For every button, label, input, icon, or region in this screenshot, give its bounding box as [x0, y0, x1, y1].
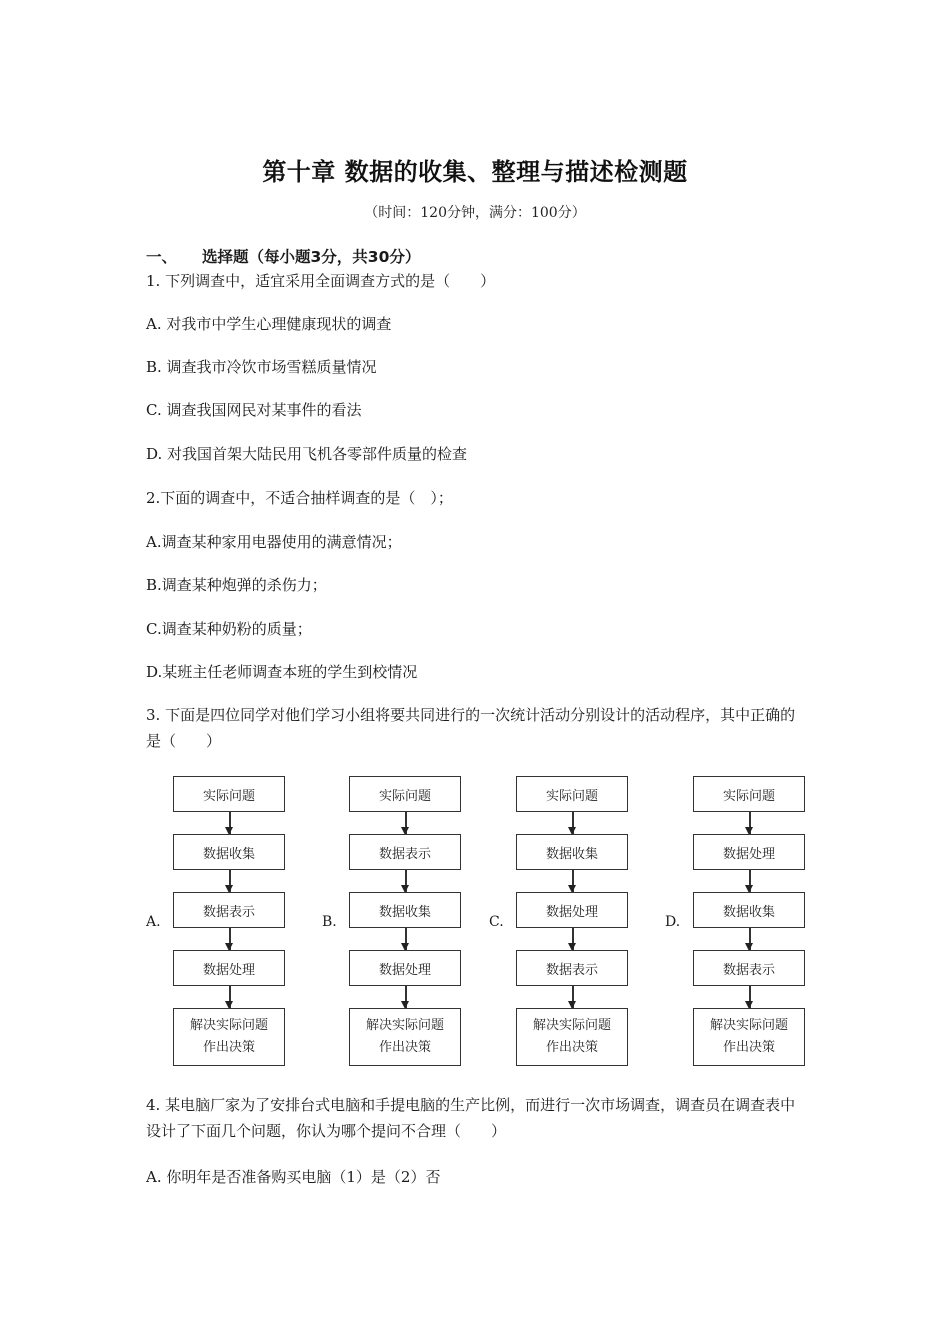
arrow-down-icon	[405, 986, 407, 1008]
flowchart-d-final-line-2: 作出决策	[722, 1040, 775, 1055]
flowchart-b-step-1: 实际问题	[349, 776, 461, 812]
flowchart-b-step-2: 数据表示	[349, 834, 461, 870]
flowchart-b-label: B.	[322, 914, 337, 930]
exam-info: （时间：120分钟，满分：100分）	[364, 205, 586, 221]
flowchart-b-final-line-1: 解决实际问题	[365, 1018, 444, 1033]
flowchart-c-final	[516, 1008, 628, 1066]
arrow-down-icon	[572, 812, 574, 834]
flowchart-b-step-4: 数据处理	[349, 950, 461, 986]
arrow-down-icon	[572, 870, 574, 892]
question-2-stem: 2.下面的调查中，不适合抽样调查的是（ ）；	[146, 489, 453, 507]
flowchart-d-step-3: 数据收集	[693, 892, 805, 928]
arrow-down-icon	[229, 812, 231, 834]
page-title: 第十章 数据的收集、整理与描述检测题	[262, 158, 688, 186]
arrow-down-icon	[229, 870, 231, 892]
question-1-option-d: D. 对我国首架大陆民用飞机各零部件质量的检查	[146, 445, 468, 463]
flowchart-b-final	[349, 1008, 461, 1066]
arrow-down-icon	[405, 928, 407, 950]
flowchart-c-step-4: 数据表示	[516, 950, 628, 986]
question-4-stem: 4. 某电脑厂家为了安排台式电脑和手提电脑的生产比例，而进行一次市场调查，调查员在调查表中设计了下面几个问题，你认为哪个提问不合理（ ）	[146, 1096, 796, 1140]
flowchart-d-step-1: 实际问题	[693, 776, 805, 812]
question-4-option-a: A. 你明年是否准备购买电脑（1）是（2）否	[146, 1168, 441, 1186]
question-2-option-d: D.某班主任老师调查本班的学生到校情况	[146, 663, 418, 681]
arrow-down-icon	[572, 986, 574, 1008]
arrow-down-icon	[749, 928, 751, 950]
flowchart-a-step-4: 数据处理	[173, 950, 285, 986]
flowchart-d-final	[693, 1008, 805, 1066]
question-2-option-a: A.调查某种家用电器使用的满意情况；	[146, 533, 402, 551]
arrow-down-icon	[749, 986, 751, 1008]
flowchart-d-label: D.	[665, 914, 681, 930]
flowchart-c-step-1: 实际问题	[516, 776, 628, 812]
flowchart-a-final-line-1: 解决实际问题	[189, 1018, 268, 1033]
flowchart-b-step-3: 数据收集	[349, 892, 461, 928]
arrow-down-icon	[405, 812, 407, 834]
arrow-down-icon	[229, 986, 231, 1008]
question-2-option-b: B.调查某种炮弹的杀伤力；	[146, 576, 327, 594]
arrow-down-icon	[749, 870, 751, 892]
flowchart-a-label: A.	[146, 914, 161, 930]
question-1-option-a: A. 对我市中学生心理健康现状的调查	[146, 315, 392, 333]
flowchart-c-label: C.	[489, 914, 504, 930]
flowchart-c-step-2: 数据收集	[516, 834, 628, 870]
flowchart-a-final	[173, 1008, 285, 1066]
flowchart-c-final-line-2: 作出决策	[545, 1040, 598, 1055]
question-1-option-b: B. 调查我市冷饮市场雪糕质量情况	[146, 358, 377, 376]
flowchart-a-final-line-2: 作出决策	[202, 1040, 255, 1055]
arrow-down-icon	[229, 928, 231, 950]
flowchart-c-step-3: 数据处理	[516, 892, 628, 928]
question-3-stem: 3. 下面是四位同学对他们学习小组将要共同进行的一次统计活动分别设计的活动程序，其中正确的是（ ）	[146, 706, 796, 750]
section-number: 一、	[146, 248, 178, 266]
flowchart-c-final-line-1: 解决实际问题	[532, 1018, 611, 1033]
flowchart-a-step-1: 实际问题	[173, 776, 285, 812]
section-heading	[146, 245, 420, 267]
flowchart-b-final-line-2: 作出决策	[378, 1040, 431, 1055]
flowchart-a-step-3: 数据表示	[173, 892, 285, 928]
arrow-down-icon	[749, 812, 751, 834]
question-1-option-c: C. 调查我国网民对某事件的看法	[146, 401, 362, 419]
arrow-down-icon	[572, 928, 574, 950]
section-title: 选择题（每小题3分，共30分）	[202, 248, 421, 266]
flowchart-d-step-2: 数据处理	[693, 834, 805, 870]
question-1-stem: 1. 下列调查中，适宜采用全面调查方式的是（ ）	[146, 272, 496, 290]
flowchart-d-step-4: 数据表示	[693, 950, 805, 986]
flowchart-d-final-line-1: 解决实际问题	[709, 1018, 788, 1033]
flowchart-a-step-2: 数据收集	[173, 834, 285, 870]
question-2-option-c: C.调查某种奶粉的质量；	[146, 620, 312, 638]
arrow-down-icon	[405, 870, 407, 892]
